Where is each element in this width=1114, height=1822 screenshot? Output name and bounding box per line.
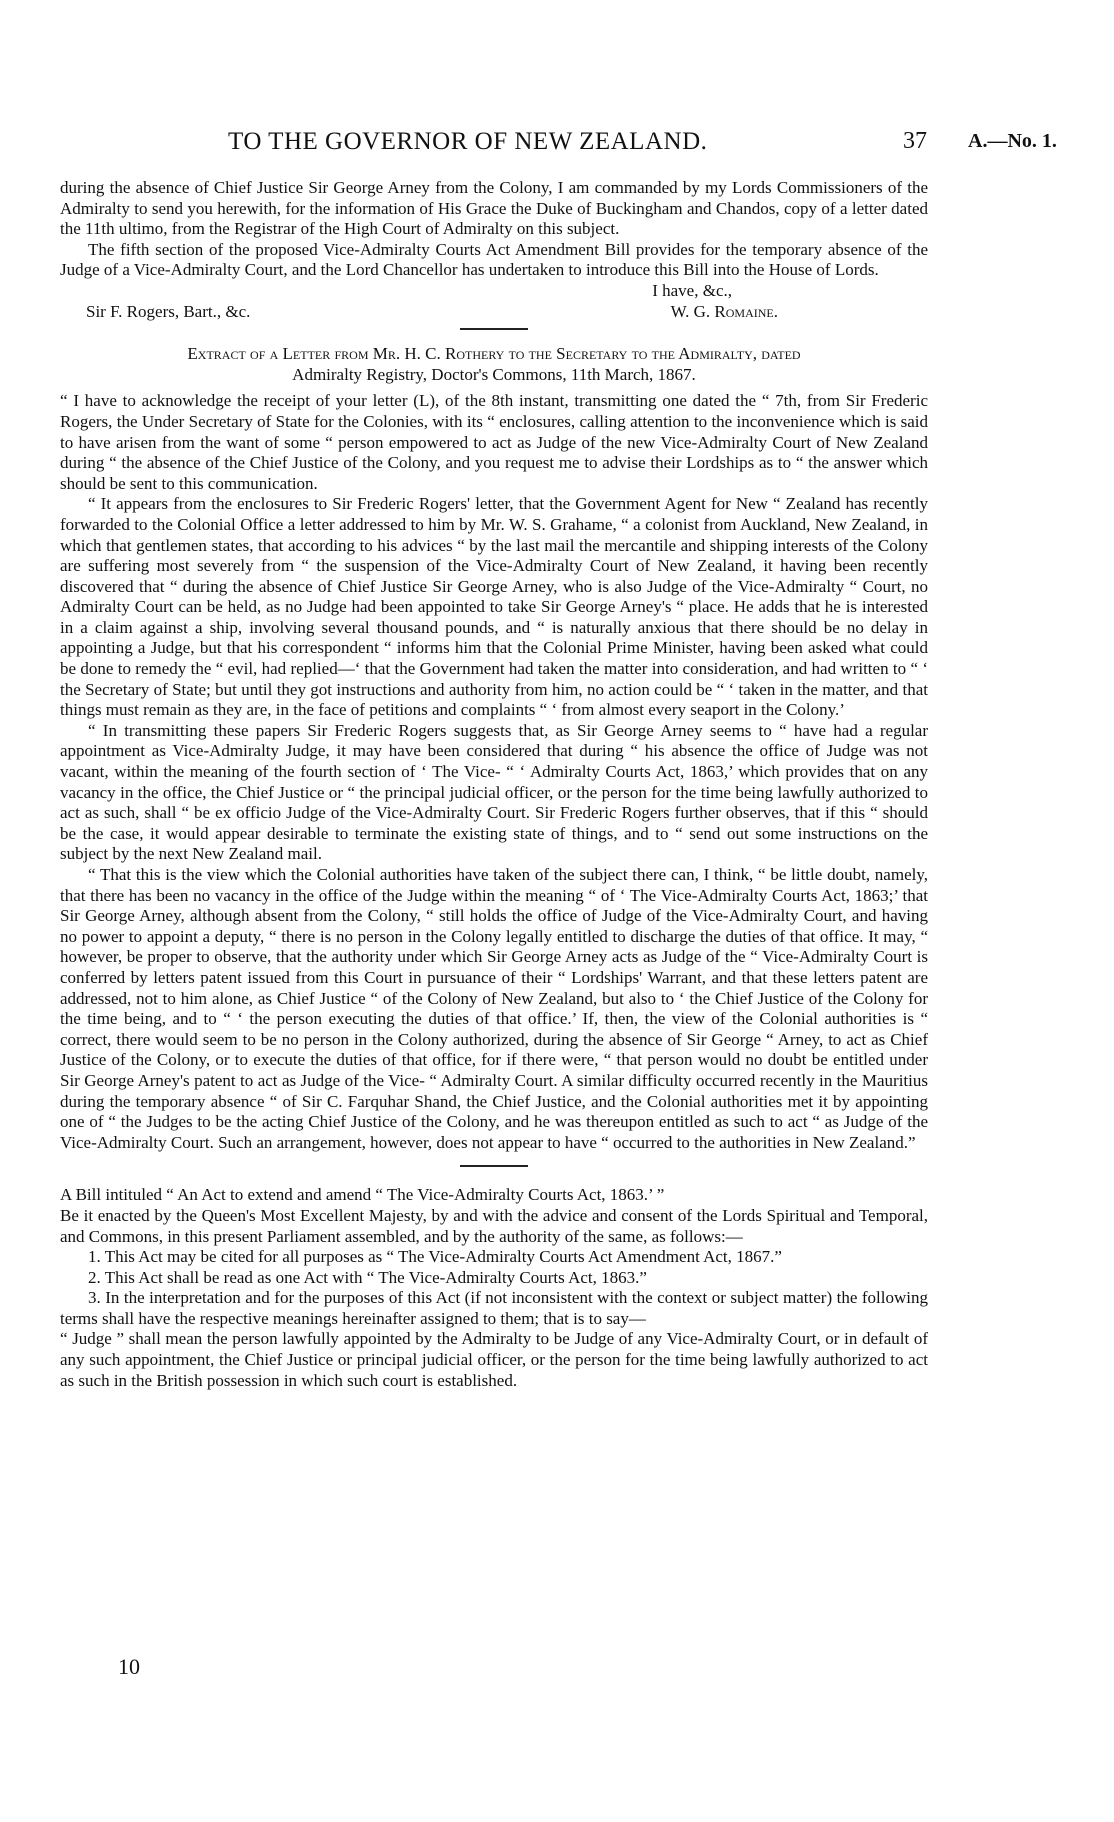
extract-quote xyxy=(60,391,928,1153)
bill-section-3: 3. In the interpretation and for the purposes of this Act (if not inconsistent with the context or subject matter) the following terms shall have the respective meanings hereinafter assigned to them; that is to say— xyxy=(60,1288,928,1328)
extract-paragraph-1: “ I have to acknowledge the receipt of your letter (L), of the 8th instant, transmitting one dated the “ 7th, from Sir Frederic Rogers, the Under Secretary of State for the Colonies, with its “ enclosures, calling attention to the inconvenience which is said to have arisen from the want of some “ person empowered to act as Judge of the new Vice-Admiralty Court of New Zealand during “ the absence of the Chief Justice of the Colony, and you request me to advise their Lordships as to “ the answer which should be sent to this communication. xyxy=(60,391,928,493)
letter-paragraph-1: during the absence of Chief Justice Sir George Arney from the Colony, I am commanded by my Lords Commissioners of the Admiralty to send you herewith, for the information of His Grace the Duke of Buckingham and Chandos, copy of a letter dated the 11th ultimo, from the Registrar of the High Court of Admiralty on this subject. xyxy=(60,178,928,239)
extract-heading-line-2: Admiralty Registry, Doctor's Commons, 11th March, 1867. xyxy=(292,364,696,384)
letter-signoff xyxy=(60,302,928,323)
letter-closing: I have, &c., xyxy=(652,280,732,300)
extract-paragraph-2: “ It appears from the enclosures to Sir Frederic Rogers' letter, that the Government Agent for New “ Zealand has recently forwarded to the Colonial Office a letter addressed to him by Mr. W. S. Grahame, “ a colonist from Auckland, New Zealand, in which that gentlemen states, that according to his advices “ by the last mail the mercantile and shipping interests of the Colony are suffering most severely from “ the suspension of the Vice-Admiralty Court of New Zealand, it having been recently discovered that “ during the absence of Chief Justice Sir George Arney, who is also Judge of the Vice-Admiralty “ Court, no Admiralty Court can be held, as no Judge had been appointed to take Sir George Arney's “ place. He adds that he is interested in a claim against a ship, involving several thousand pounds, and “ is naturally anxious that there should be no delay in appointing a Judge, but that his correspondent “ informs him that the Colonial Prime Minister, having been asked what could be done to remedy the “ evil, had replied—‘ that the Government had taken the matter into consideration, and had written to “ ‘ the Secretary of State; but until they got instructions and authority from him, no action could be “ ‘ taken in the matter, and that things must remain as they are, in the face of petitions and complaints “ ‘ from almost every seaport in the Colony.’ xyxy=(60,494,928,720)
section-divider xyxy=(460,1165,528,1167)
running-title: TO THE GOVERNOR OF NEW ZEALAND. xyxy=(228,128,708,155)
section-divider xyxy=(460,328,528,330)
extract-paragraph-3: “ In transmitting these papers Sir Frederic Rogers suggests that, as Sir George Arney seems to “ have had a regular appointment as Vice-Admiralty Judge, it may have been considered that during “ his absence the office of Judge was not vacant, within the meaning of the fourth section of ‘ The Vice- “ ‘ Admiralty Courts Act, 1863,’ which provides that on any vacancy in the office, the Chief Justice or “ the principal judicial officer, or the person for the time being lawfully authorized to act as such, shall “ be ex officio Judge of the Vice-Admiralty Court. Sir Frederic Rogers further observes, that if this “ should be the case, it would appear desirable to terminate the existing state of things, and to “ send out some instructions on the subject by the next New Zealand mail. xyxy=(60,720,928,864)
bill-section-1: 1. This Act may be cited for all purposes as “ The Vice-Admiralty Courts Act Amendment Act, 1867.” xyxy=(88,1247,782,1267)
letter-addressee: Sir F. Rogers, Bart., &c. xyxy=(86,301,251,321)
bill-title: A Bill intituled “ An Act to extend and amend “ The Vice-Admiralty Courts Act, 1863.’ ” xyxy=(60,1185,665,1205)
page-number: 37 xyxy=(903,128,927,154)
bill-definition-judge: “ Judge ” shall mean the person lawfully appointed by the Admiralty to be Judge of any Vice-Admiralty Court, or in default of any such appointment, the Chief Justice or principal judicial officer, or the person for the time being lawfully authorized to act as such in the British possession in which such court is established. xyxy=(60,1329,928,1390)
sheet-number: 10 xyxy=(118,1654,140,1679)
letter-signature: W. G. Romaine. xyxy=(670,301,778,321)
document-reference: A.—No. 1. xyxy=(968,130,1057,152)
page-body xyxy=(60,178,928,1391)
extract-paragraph-4: “ That this is the view which the Colonial authorities have taken of the subject there can, I think, “ be little doubt, namely, that there has been no vacancy in the office of the Judge within the meaning “ of ‘ The Vice-Admiralty Courts Act, 1863;’ that Sir George Arney, although absent from the Colony, “ still holds the office of Judge of the Vice-Admiralty Court, and having no power to appoint a deputy, “ there is no person in the Colony legally entitled to discharge the duties of that office. It may, “ however, be proper to observe, that the authority under which Sir George Arney acts as Judge of the “ Vice-Admiralty Court is conferred by letters patent issued from this Court in pursuance of their “ Lordships' Warrant, and that these letters patent are addressed, not to him alone, as Chief Justice “ of the Colony of New Zealand, but also to ‘ the Chief Justice of the Colony for the time being, and to “ ‘ the person executing the duties of that office.’ If, then, the view of the Colonial authorities is “ correct, there would seem to be no person in the Colony authorized, during the absence of Sir George “ Arney, to act as Chief Justice of the Colony, or to execute the duties of that office, for if there were, “ that person would no doubt be entitled under Sir George Arney's patent to act as Judge of the Vice- “ Admiralty Court. A similar difficulty occurred recently in the Mauritius during the temporary absence “ of Sir C. Farquhar Shand, the Chief Justice, and the Colonial authorities met it by appointing one of “ the Judges to be the acting Chief Justice of the Colony, and he was thereupon entitled as such to act “ as Judge of the Vice-Admiralty Court. Such an arrangement, however, does not appear to have “ occurred to the authorities in New Zealand.” xyxy=(60,865,928,1152)
letter-paragraph-2: The fifth section of the proposed Vice-Admiralty Courts Act Amendment Bill provides for the temporary absence of the Judge of a Vice-Admiralty Court, and the Lord Chancellor has undertaken to introduce this Bill into the House of Lords. xyxy=(60,239,928,280)
extract-heading-line-1: Extract of a Letter from Mr. H. C. Rothery to the Secretary to the Admiralty, dated xyxy=(187,344,801,364)
bill-preamble: Be it enacted by the Queen's Most Excellent Majesty, by and with the advice and consent of the Lords Spiritual and Temporal, and Commons, in this present Parliament assembled, and by the authority of the same, as follows:— xyxy=(60,1205,928,1246)
bill-section-2: 2. This Act shall be read as one Act with “ The Vice-Admiralty Courts Act, 1863.” xyxy=(88,1267,647,1287)
page-header xyxy=(0,128,1114,162)
extract-heading xyxy=(60,344,928,385)
